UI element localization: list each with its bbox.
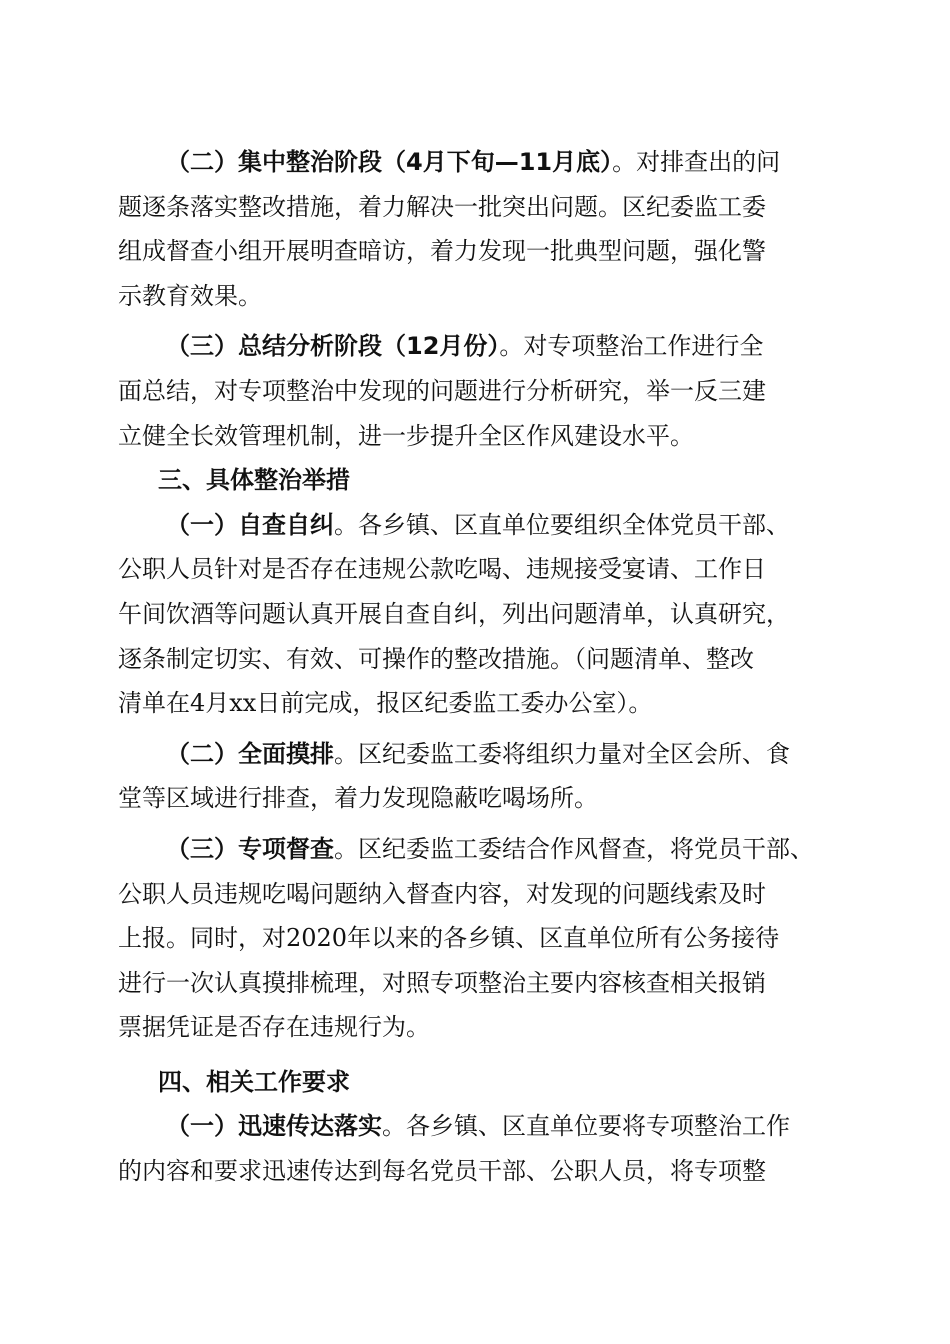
paragraph-measure1-line3: 午间饮酒等问题认真开展自查自纠，列出问题清单，认真研究， xyxy=(118,599,790,628)
paragraph-measure2-line1 xyxy=(118,732,838,777)
paragraph-req1-line2: 的内容和要求迅速传达到每名党员干部、公职人员，将专项整 xyxy=(118,1157,766,1186)
paragraph-measure1-line1 xyxy=(118,503,838,548)
stage2-title: （二）集中整治阶段（4月下旬—11月底） xyxy=(166,148,613,176)
document-body xyxy=(118,140,838,1194)
paragraph-measure3-line3: 上报。同时，对2020年以来的各乡镇、区直单位所有公务接待 xyxy=(118,924,780,953)
req1-title: （一）迅速传达落实 xyxy=(166,1112,382,1141)
paragraph-measure1-line5: 清单在4月xx日前完成，报区纪委监工委办公室）。 xyxy=(118,689,653,718)
paragraph-measure3-line2: 公职人员违规吃喝问题纳入督查内容，对发现的问题线索及时 xyxy=(118,879,766,908)
paragraph-measure3-line4: 进行一次认真摸排梳理，对照专项整治主要内容核查相关报销 xyxy=(118,968,766,997)
paragraph-measure2-line2: 堂等区域进行排查，着力发现隐蔽吃喝场所。 xyxy=(118,784,598,813)
paragraph-stage2-line1 xyxy=(118,140,838,185)
paragraph-measure3-line5: 票据凭证是否存在违规行为。 xyxy=(118,1013,430,1042)
stage2-text: 。对排查出的问 xyxy=(612,148,781,176)
paragraph-req1-line1 xyxy=(118,1104,838,1149)
paragraph-stage3-line2: 面总结，对专项整治中发现的问题进行分析研究，举一反三建 xyxy=(118,376,766,405)
paragraph-measure1-line4: 逐条制定切实、有效、可操作的整改措施。（问题清单、整改 xyxy=(118,644,754,673)
paragraph-measure3-line1 xyxy=(118,827,838,872)
measure3-title: （三）专项督查 xyxy=(166,834,334,863)
paragraph-measure1-line2: 公职人员针对是否存在违规公款吃喝、违规接受宴请、工作日 xyxy=(118,555,766,584)
section-heading-3: 三、具体整治举措 xyxy=(158,466,350,495)
section-heading-4: 四、相关工作要求 xyxy=(158,1067,350,1096)
paragraph-stage2-line3: 组成督查小组开展明查暗访，着力发现一批典型问题，强化警 xyxy=(118,237,766,266)
measure3-text: 。区纪委监工委结合作风督查，将党员干部、 xyxy=(334,834,814,863)
stage3-title: （三）总结分析阶段（12月份） xyxy=(166,332,500,361)
paragraph-stage3-line1 xyxy=(118,324,838,369)
paragraph-stage2-line2: 题逐条落实整改措施，着力解决一批突出问题。区纪委监工委 xyxy=(118,192,766,221)
req1-text: 。各乡镇、区直单位要将专项整治工作 xyxy=(382,1112,790,1141)
measure2-title: （二）全面摸排 xyxy=(166,739,334,768)
measure1-title: （一）自查自纠 xyxy=(166,510,334,539)
stage3-text: 。对专项整治工作进行全 xyxy=(499,332,764,361)
paragraph-stage3-line3: 立健全长效管理机制，进一步提升全区作风建设水平。 xyxy=(118,421,694,450)
measure1-text: 。各乡镇、区直单位要组织全体党员干部、 xyxy=(334,510,790,539)
paragraph-stage2-line4: 示教育效果。 xyxy=(118,281,262,310)
measure2-text: 。区纪委监工委将组织力量对全区会所、食 xyxy=(334,739,790,768)
